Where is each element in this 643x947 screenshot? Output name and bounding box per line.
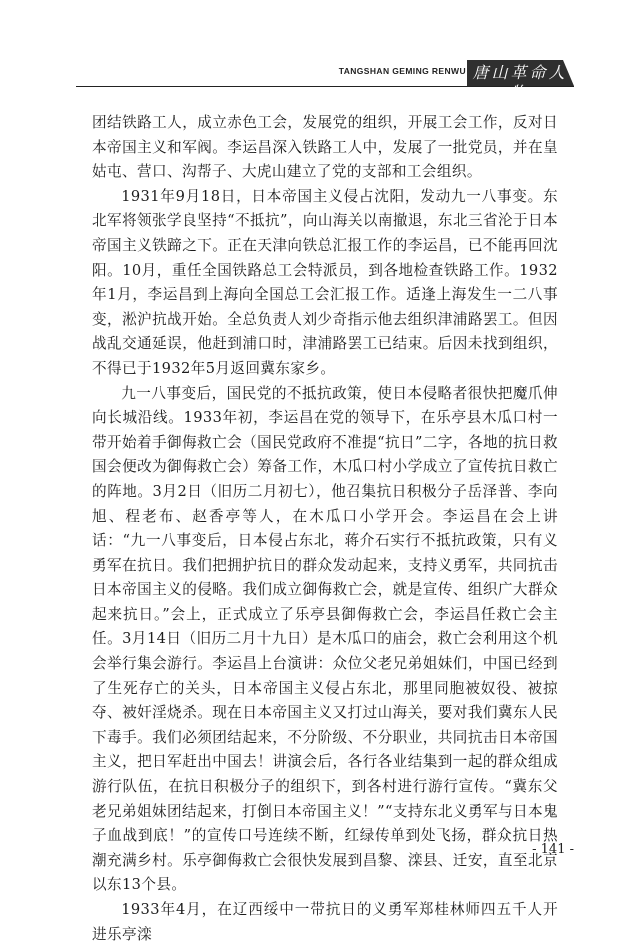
series-title-chinese: 唐山革命人物 — [472, 63, 568, 102]
header-rule — [76, 86, 574, 87]
series-title-english: TANGSHAN GEMING RENWU — [338, 66, 466, 76]
running-header — [0, 0, 643, 100]
paragraph: 1931年9月18日，日本帝国主义侵占沈阳，发动九一八事变。东北军将领张学良坚持“不抵抗”，向山海关以南撤退，东北三省沦于日本帝国主义铁蹄之下。正在天津向铁总汇报工作的李运昌，已不能再回沈阳。10月，重任全国铁路总工会特派员，到各地检查铁路工作。1932年1月，李运昌到上海向全国总工会汇报工作。适逢上海发生一二八事变，淞沪抗战开始。全总负责人刘少奇指示他去组织津浦路罢工。但因战乱交通延误，他赶到浦口时，津浦路罢工已结束。后因未找到组织，不得已于1932年5月返回冀东家乡。 — [92, 187, 558, 377]
body-text — [92, 111, 558, 947]
page-number: - 141 - — [532, 842, 574, 857]
paragraph: 九一八事变后，国民党的不抵抗政策，使日本侵略者很快把魔爪伸向长城沿线。1933年初，李运昌在党的领导下，在乐亭县木瓜口村一带开始着手御侮救亡会（国民党政府不准提“抗日”二字，各地的抗日救国会便改为御侮救亡会）筹备工作，木瓜口村小学成立了宣传抗日救亡的阵地。3月2日（旧历二月初七），他召集抗日积极分子岳泽普、李向旭、程老布、赵香亭等人，在木瓜口小学开会。李运昌在会上讲话：“九一八事变后，日本侵占东北，蒋介石实行不抵抗政策，只有义勇军在抗日。我们把拥护抗日的群众发动起来，支持义勇军，共同抗击日本帝国主义的侵略。我们成立御侮救亡会，就是宣传、组织广大群众起来抗日。”会上，正式成立了乐亭县御侮救亡会，李运昌任救亡会主任。3月14日（旧历二月十九日）是木瓜口的庙会，救亡会利用这个机会举行集会游行。李运昌上台演讲：众位父老兄弟姐妹们，中国已经到了生死存亡的关头，日本帝国主义侵占东北，那里同胞被奴役、被掠夺、被奸淫烧杀。现在日本帝国主义又打过山海关，要对我们冀东人民下毒手。我们必须团结起来，不分阶级、不分职业，共同抗击日本帝国主义，把日军赶出中国去！讲演会后，各行各业结集到一起的群众组成游行队伍，在抗日积极分子的组织下，到各村进行游行宣传。“冀东父老兄弟姐妹团结起来，打倒日本帝国主义！”“支持东北义勇军与日本鬼子血战到底！”的宣传口号连续不断，红绿传单到处飞扬，群众抗日热潮充满乡村。乐亭御侮救亡会很快发展到昌黎、滦县、迁安，直至北京以东13个县。 — [92, 384, 558, 894]
paragraph: 团结铁路工人，成立赤色工会，发展党的组织，开展工会工作，反对日本帝国主义和军阀。李运昌深入铁路工人中，发展了一批党员，并在皇姑屯、营口、沟帮子、大虎山建立了党的支部和工会组织。 — [92, 114, 558, 181]
paragraph: 1933年4月，在辽西绥中一带抗日的义勇军郑桂林师四五千人开进乐亭滦 — [92, 901, 558, 943]
